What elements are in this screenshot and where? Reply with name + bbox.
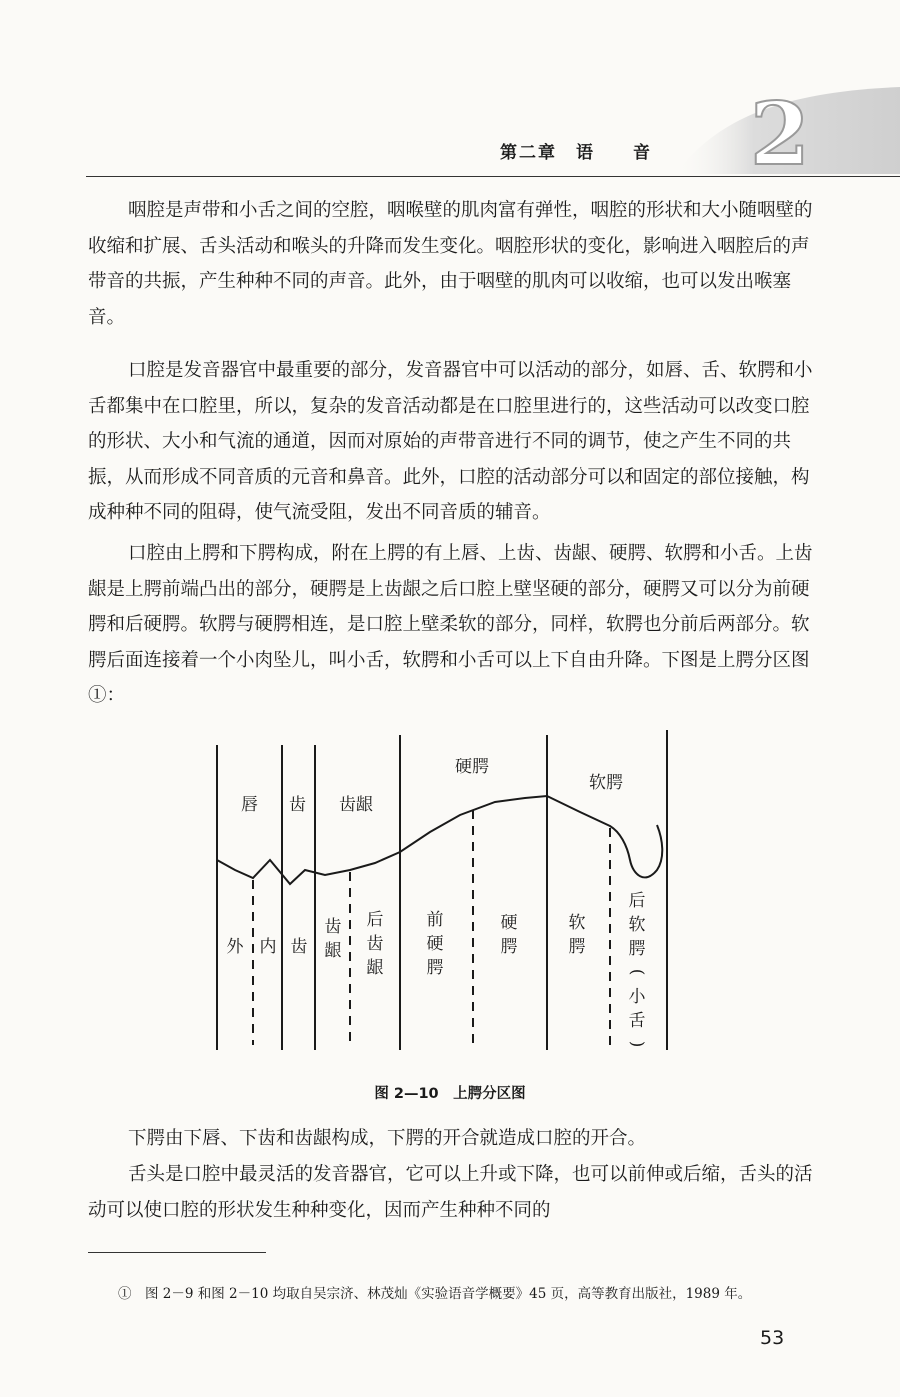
label-teeth-top: 齿 — [289, 795, 306, 815]
label-char: 腭 — [500, 937, 518, 957]
label-char: 硬 — [426, 934, 444, 954]
label-gum-top: 齿龈 — [339, 795, 373, 815]
label-char: 内 — [259, 937, 277, 957]
label-inner — [260, 937, 277, 957]
paragraph-5-text: 舌头是口腔中最灵活的发音器官，它可以上升或下降，也可以前伸或后缩，舌头的活动可以使口腔的形状发生种种变化，因而产生种种不同的 — [88, 1164, 813, 1221]
label-char: 软 — [568, 913, 586, 933]
label-char: 舌 — [628, 1011, 646, 1031]
chapter-title: 第二章 语 音 — [500, 143, 652, 163]
label-back-soft — [627, 891, 647, 1047]
palate-diagram — [205, 730, 685, 1060]
label-teeth — [291, 937, 308, 957]
header-rule — [86, 176, 900, 177]
footnote: ① 图 2－9 和图 2－10 均取自吴宗济、林茂灿《实验语音学概要》45 页，高等教育出版社，1989 年。 — [118, 1286, 752, 1302]
palate-curve — [217, 796, 662, 884]
paragraph-4 — [88, 1121, 814, 1157]
paragraph-3-text: 口腔由上腭和下腭构成，附在上腭的有上唇、上齿、齿龈、硬腭、软腭和小舌。上齿龈是上腭前端凸出的部分，硬腭是上齿龈之后口腔上壁坚硬的部分，硬腭又可以分为前硬腭和后硬腭。软腭与硬腭相连，是口腔上壁柔软的部分，同样，软腭也分前后两部分。软腭后面连接着一个小肉坠儿，叫小舌，软腭和小舌可以上下自由升降。下图是上腭分区图①： — [88, 543, 813, 706]
paragraph-1-text: 咽腔是声带和小舌之间的空腔，咽喉壁的肌肉富有弹性，咽腔的形状和大小随咽壁的收缩和扩展、舌头活动和喉头的升降而发生变化。咽腔形状的变化，影响进入咽腔后的声带音的共振，产生种种不同的声音。此外，由于咽壁的肌肉可以收缩，也可以发出喉塞音。 — [88, 200, 813, 328]
label-char: ) — [627, 1040, 647, 1048]
label-char: 腭 — [568, 937, 586, 957]
paragraph-1 — [88, 193, 814, 335]
label-char: ( — [627, 968, 647, 976]
label-char: 龈 — [324, 941, 342, 961]
chapter-number: 2 — [750, 84, 810, 185]
label-char: 外 — [226, 937, 244, 957]
label-char: 齿 — [324, 917, 342, 937]
paragraph-2-text: 口腔是发音器官中最重要的部分，发音器官中可以活动的部分，如唇、舌、软腭和小舌都集中在口腔里，所以，复杂的发音活动都是在口腔里进行的，这些活动可以改变口腔的形状、大小和气流的通道，因而对原始的声带音进行不同的调节，使之产生不同的共振，从而形成不同音质的元音和鼻音。此外，口腔的活动部分可以和固定的部位接触，构成种种不同的阻碍，使气流受阻，发出不同音质的辅音。 — [88, 360, 813, 523]
paragraph-5 — [88, 1157, 814, 1228]
label-hard-palate: 硬腭 — [455, 757, 489, 777]
label-char: 腭 — [628, 939, 646, 959]
label-soft-palate: 软腭 — [589, 773, 623, 793]
label-outer — [227, 937, 245, 957]
paragraph-2 — [88, 353, 814, 531]
label-char: 硬 — [500, 913, 518, 933]
paragraph-3 — [88, 536, 814, 714]
label-char: 后 — [628, 891, 646, 911]
label-lip: 唇 — [241, 795, 258, 815]
label-char: 齿 — [290, 937, 308, 957]
label-char: 后 — [366, 910, 384, 930]
footnote-rule — [88, 1252, 266, 1253]
label-back-gum — [367, 910, 384, 978]
label-front-hard — [427, 910, 444, 978]
label-hard — [501, 913, 518, 957]
paragraph-4-text: 下腭由下唇、下齿和齿龈构成，下腭的开合就造成口腔的开合。 — [128, 1128, 647, 1149]
figure-caption: 图 2—10 上腭分区图 — [374, 1086, 526, 1102]
label-char: 腭 — [426, 958, 444, 978]
label-char: 龈 — [366, 958, 384, 978]
label-char: 小 — [628, 987, 646, 1007]
label-char: 软 — [628, 915, 646, 935]
label-char: 前 — [426, 910, 444, 930]
page-number: 53 — [760, 1327, 785, 1349]
label-char: 齿 — [366, 934, 384, 954]
label-gum — [325, 917, 342, 961]
label-soft — [569, 913, 586, 957]
